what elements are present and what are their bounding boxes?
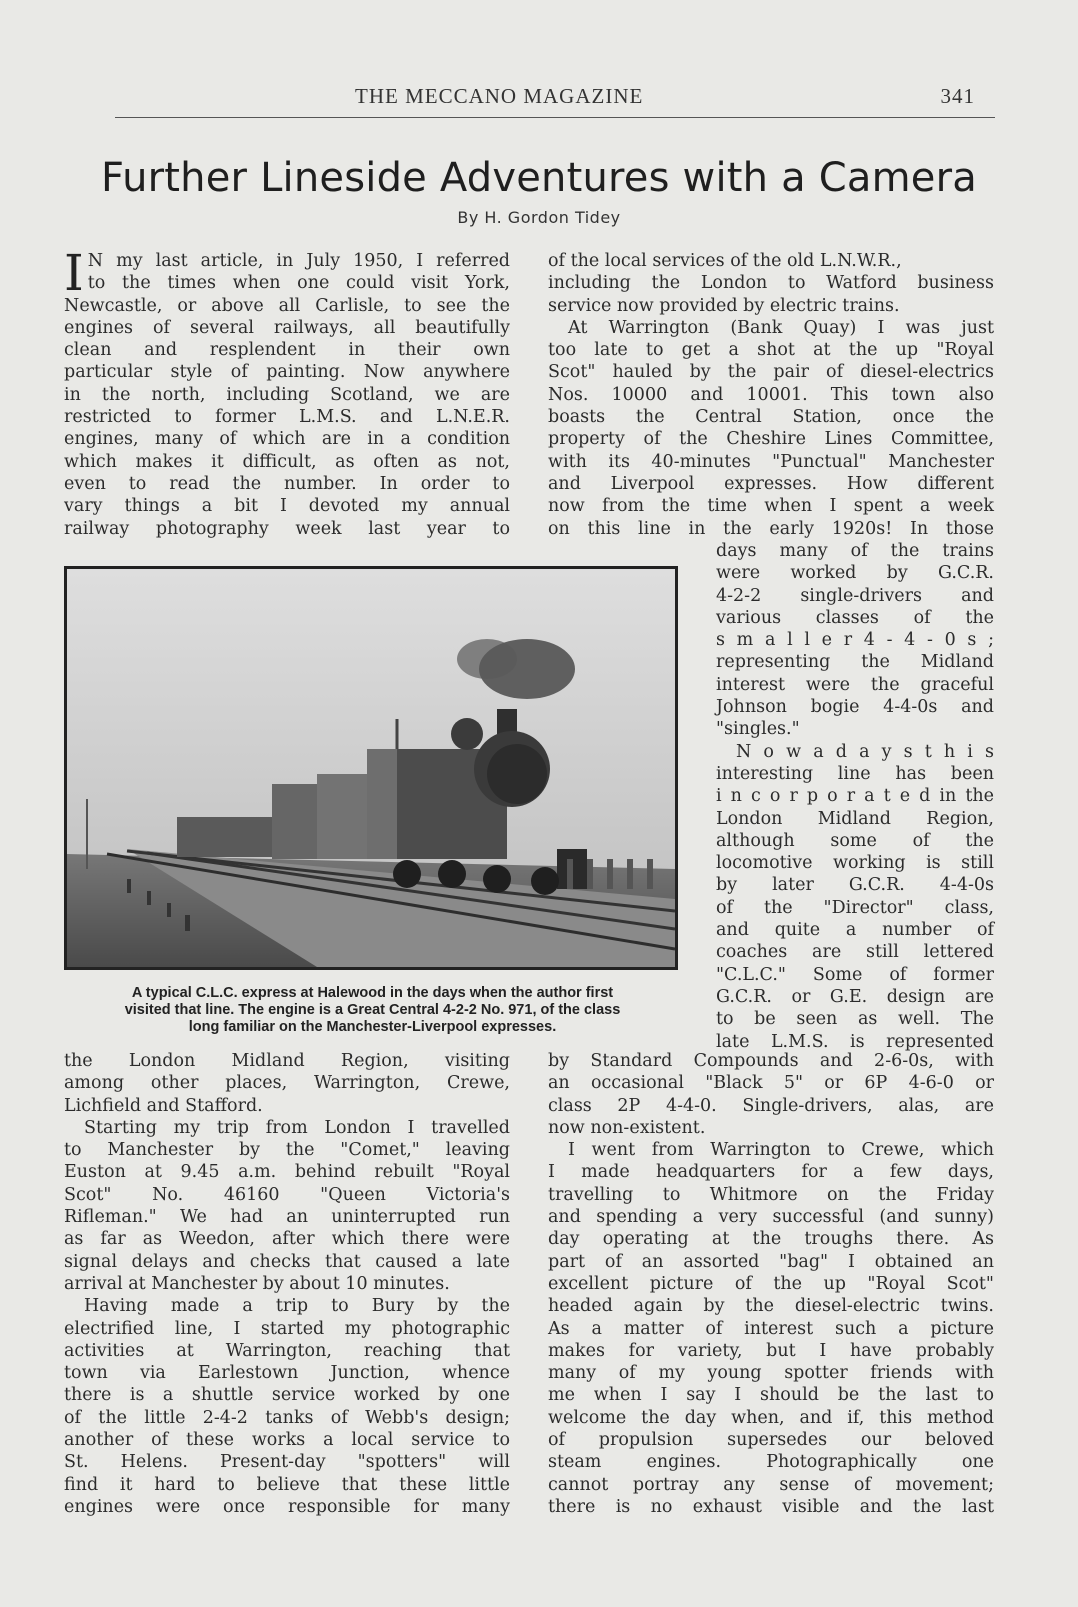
text-line: London Midland Region, — [716, 808, 994, 829]
text-line: to the times when one could visit York, — [87, 273, 510, 294]
text-line: makes for variety, but I have probably — [548, 1340, 994, 1361]
locomotive-illustration — [67, 569, 675, 967]
page-number: 341 — [940, 84, 975, 108]
photo-caption — [60, 985, 685, 1036]
article-byline: By H. Gordon Tidey — [457, 208, 621, 227]
text-line: travelling to Whitmore on the Friday — [548, 1184, 994, 1205]
text-line: class 2P 4-4-0. Single-drivers, alas, are — [548, 1095, 994, 1116]
caption-line: long familiar on the Manchester-Liverpool expresses. — [188, 1019, 557, 1035]
text-line: As a matter of interest such a picture — [548, 1318, 994, 1339]
text-line: by later G.C.R. 4-4-0s — [716, 875, 994, 896]
text-line: although some of the — [716, 830, 994, 851]
text-line: I made headquarters for a few days, — [548, 1162, 994, 1183]
left-column-top — [64, 244, 510, 540]
text-line: headed again by the diesel-electric twins. — [548, 1296, 994, 1317]
text-line: an occasional "Black 5" or 6P 4-6-0 or — [548, 1073, 994, 1094]
text-line: many of my young spotter friends with — [548, 1363, 994, 1384]
text-line: and quite a number of — [716, 920, 994, 941]
text-line: At Warrington (Bank Quay) I was just — [568, 317, 994, 338]
text-line: St. Helens. Present-day "spotters" will — [64, 1452, 510, 1473]
text-line: which makes it difficult, as often as not, — [64, 451, 510, 472]
text-line: with its 40-minutes "Punctual" Manchester — [548, 451, 994, 472]
text-line: on this line in the early 1920s! In those — [548, 518, 994, 539]
text-line: the London Midland Region, visiting — [64, 1051, 510, 1071]
right-column-bottom — [548, 1050, 994, 1518]
text-line: arrival at Manchester by about 10 minutes. — [64, 1273, 450, 1294]
text-line: N o w a d a y s t h i s — [736, 741, 994, 762]
caption-line: visited that line. The engine is a Great Central 4-2-2 No. 971, of the class — [124, 1002, 621, 1018]
text-line: cannot portray any sense of movement; — [548, 1474, 994, 1495]
text-line: town via Earlestown Junction, whence — [64, 1363, 510, 1384]
text-line: now from the time when I spent a week — [548, 496, 994, 517]
text-line: of the little 2-4-2 tanks of Webb's design; — [64, 1407, 510, 1428]
right-column-narrow — [716, 540, 994, 1053]
text-line: as far as Weedon, after which there were — [64, 1229, 510, 1250]
text-line: Scot" No. 46160 "Queen Victoria's — [64, 1184, 510, 1205]
header-rule — [115, 117, 995, 118]
text-line: electrified line, I started my photographic — [64, 1318, 510, 1339]
text-line: engines of several railways, all beautifully — [64, 317, 510, 338]
text-line: steam engines. Photographically one — [548, 1452, 994, 1473]
text-line: vary things a bit I devoted my annual — [64, 496, 510, 517]
text-line: of propulsion supersedes our beloved — [548, 1430, 994, 1451]
text-line: 4-2-2 single-drivers and — [716, 585, 994, 606]
text-line: signal delays and checks that caused a late — [64, 1251, 510, 1272]
text-line: Scot" hauled by the pair of diesel-electrics — [548, 362, 994, 383]
text-line: s m a l l e r 4 - 4 - 0 s ; — [716, 630, 994, 651]
train-photograph — [64, 566, 678, 970]
text-line: boasts the Central Station, once the — [548, 407, 994, 428]
text-line: part of an assorted "bag" I obtained an — [548, 1251, 994, 1272]
article-title: Further Lineside Adventures with a Camera — [101, 155, 977, 201]
text-line: of the "Director" class, — [716, 897, 994, 918]
right-column-top — [548, 250, 994, 540]
text-line: in the north, including Scotland, we are — [64, 384, 510, 405]
text-line: various classes of the — [716, 607, 994, 628]
text-line: even to read the number. In order to — [64, 473, 510, 494]
text-line: and Liverpool expresses. How different — [548, 473, 994, 494]
text-line: "singles." — [716, 719, 800, 740]
text-line: clean and resplendent in their own — [64, 340, 510, 361]
text-line: there is no exhaust visible and the last — [548, 1496, 994, 1517]
text-line: late L.M.S. is represented — [716, 1031, 994, 1052]
text-line: another of these works a local service to — [64, 1430, 510, 1451]
text-line: were worked by G.C.R. — [716, 563, 994, 584]
text-line: Nos. 10000 and 10001. This town also — [548, 384, 994, 405]
text-line: I went from Warrington to Crewe, which — [568, 1140, 994, 1161]
text-line: engines, many of which are in a condition — [64, 429, 510, 450]
text-line: G.C.R. or G.E. design are — [716, 986, 994, 1007]
text-line: too late to get a shot at the up "Royal — [548, 340, 994, 361]
text-line: to be seen as well. The — [716, 1009, 994, 1030]
text-line: by Standard Compounds and 2-6-0s, with — [548, 1051, 994, 1071]
text-line: Newcastle, or above all Carlisle, to see the — [64, 295, 510, 316]
text-line: representing the Midland — [716, 652, 994, 673]
text-line: restricted to former L.M.S. and L.N.E.R. — [64, 407, 510, 428]
text-line: there is a shuttle service worked by one — [64, 1385, 510, 1406]
text-line: Lichfield and Stafford. — [64, 1095, 263, 1116]
text-line: Euston at 9.45 a.m. behind rebuilt "Royal — [64, 1162, 510, 1183]
text-line: N my last article, in July 1950, I referred — [87, 251, 510, 271]
text-line: find it hard to believe that these little — [64, 1474, 510, 1495]
text-line: day operating at the troughs there. As — [548, 1229, 994, 1250]
text-line: "C.L.C." Some of former — [716, 964, 994, 985]
left-column-bottom — [64, 1050, 510, 1518]
text-line: interesting line has been — [716, 763, 994, 784]
text-line: Having made a trip to Bury by the — [84, 1296, 510, 1317]
text-line: locomotive working is still — [716, 853, 994, 874]
text-line: particular style of painting. Now anywhere — [64, 362, 510, 383]
text-line: and spending a very successful (and sunny) — [548, 1207, 994, 1228]
drop-cap: I — [64, 244, 84, 302]
text-line: to Manchester by the "Comet," leaving — [64, 1140, 510, 1161]
text-line: railway photography week last year to — [64, 518, 510, 539]
text-line: activities at Warrington, reaching that — [64, 1340, 510, 1361]
text-line: now non-existent. — [548, 1117, 706, 1138]
text-line: interest were the graceful — [716, 674, 994, 695]
text-line: service now provided by electric trains. — [548, 295, 900, 316]
text-line: Starting my trip from London I travelled — [84, 1117, 510, 1138]
text-line: excellent picture of the up "Royal Scot" — [548, 1273, 994, 1294]
text-line: welcome the day when, and if, this method — [548, 1407, 994, 1428]
magazine-name: THE MECCANO MAGAZINE — [355, 84, 644, 108]
caption-line: A typical C.L.C. express at Halewood in the days when the author first — [131, 985, 614, 1001]
text-line: including the London to Watford business — [548, 273, 994, 294]
text-line: i n c o r p o r a t e d in the — [716, 786, 994, 807]
text-line: me when I say I should be the last to — [548, 1385, 994, 1406]
text-line: coaches are still lettered — [716, 942, 994, 963]
text-line: days many of the trains — [716, 541, 994, 561]
text-line: Johnson bogie 4-4-0s and — [716, 697, 994, 718]
text-line: of the local services of the old L.N.W.R., — [548, 251, 902, 271]
text-line: engines were once responsible for many — [64, 1496, 510, 1517]
text-line: Rifleman." We had an uninterrupted run — [64, 1207, 510, 1228]
text-line: among other places, Warrington, Crewe, — [64, 1073, 510, 1094]
text-line: property of the Cheshire Lines Committee, — [548, 429, 994, 450]
